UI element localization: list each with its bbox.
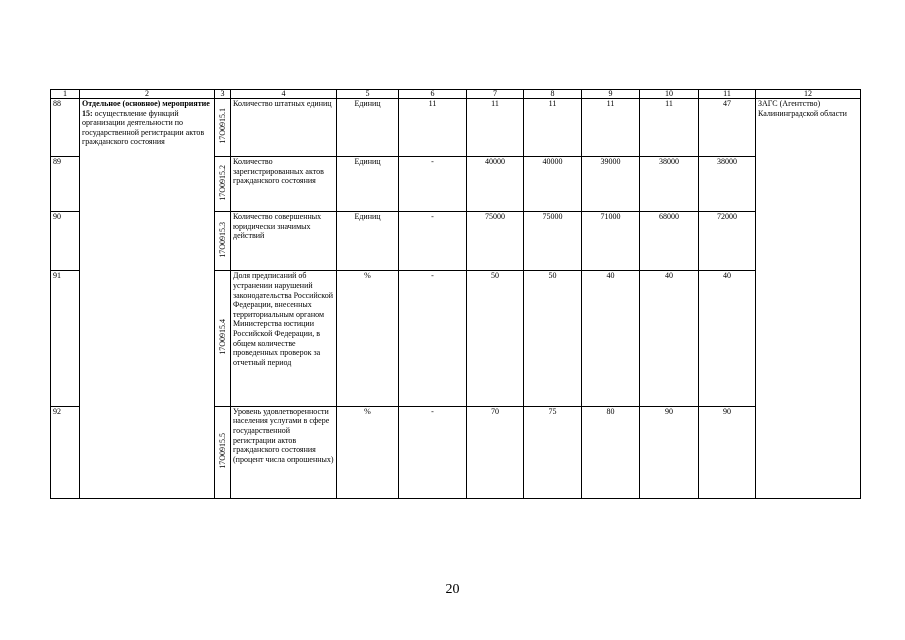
value-cell: 90 [699, 406, 756, 498]
header-cell: 1 [51, 90, 80, 99]
code-cell [215, 99, 231, 157]
page-number: 20 [445, 582, 460, 597]
indicator-name: Доля предписаний об устранении нарушений законодательства Российской Федерации, внесенных территориальным органом Министерства юстиции Российской Федерации, в общем количестве проведенных проверок за отчетный период [231, 271, 337, 406]
unit-cell: % [337, 406, 399, 498]
measure-description: осуществление функций организации деятельности по государственной регистрации актов гражданского состояния [82, 108, 205, 147]
unit-cell: Единиц [337, 99, 399, 157]
header-cell: 5 [337, 90, 399, 99]
value-cell: 40 [582, 271, 640, 406]
indicator-code: 17О0915.5 [217, 433, 227, 469]
value-cell: 80 [582, 406, 640, 498]
header-cell: 8 [524, 90, 582, 99]
value-cell: - [399, 271, 467, 406]
header-cell: 11 [699, 90, 756, 99]
value-cell: 70 [467, 406, 524, 498]
value-cell: 75000 [524, 212, 582, 271]
indicators-table [50, 89, 861, 499]
value-cell: 72000 [699, 212, 756, 271]
value-cell: 40 [640, 271, 699, 406]
header-cell: 9 [582, 90, 640, 99]
value-cell: - [399, 406, 467, 498]
table-row [51, 99, 861, 157]
measure-title: Отдельное (основное) мероприятие 15: [82, 99, 210, 118]
value-cell: 71000 [582, 212, 640, 271]
indicator-name: Количество штатных единиц [231, 99, 337, 157]
code-cell [215, 271, 231, 406]
value-cell: 75 [524, 406, 582, 498]
code-cell [215, 212, 231, 271]
value-cell: 50 [524, 271, 582, 406]
measure-cell [80, 99, 215, 499]
value-cell: 47 [699, 99, 756, 157]
header-cell: 12 [756, 90, 861, 99]
indicator-code: 17О0915.3 [217, 222, 227, 258]
value-cell: 75000 [467, 212, 524, 271]
value-cell: 38000 [640, 157, 699, 212]
value-cell: 11 [399, 99, 467, 157]
row-number: 91 [51, 271, 80, 406]
value-cell: 39000 [582, 157, 640, 212]
value-cell: 40000 [467, 157, 524, 212]
value-cell: 38000 [699, 157, 756, 212]
value-cell: - [399, 157, 467, 212]
value-cell: 11 [467, 99, 524, 157]
indicator-name: Уровень удовлетворенности населения услугами в сфере государственной регистрации актов гражданского состояния (процент числа опрошенных) [231, 406, 337, 498]
code-cell [215, 157, 231, 212]
value-cell: 68000 [640, 212, 699, 271]
value-cell: - [399, 212, 467, 271]
value-cell: 40 [699, 271, 756, 406]
unit-cell: % [337, 271, 399, 406]
executor-cell: ЗАГС (Агентство) Калининградской области [756, 99, 861, 499]
unit-cell: Единиц [337, 157, 399, 212]
code-cell [215, 406, 231, 498]
indicator-name: Количество совершенных юридически значимых действий [231, 212, 337, 271]
value-cell: 90 [640, 406, 699, 498]
indicator-code: 17О0915.1 [217, 108, 227, 145]
header-cell: 10 [640, 90, 699, 99]
value-cell: 11 [582, 99, 640, 157]
row-number: 92 [51, 406, 80, 498]
header-cell: 7 [467, 90, 524, 99]
row-number: 89 [51, 157, 80, 212]
header-cell: 6 [399, 90, 467, 99]
value-cell: 50 [467, 271, 524, 406]
indicator-code: 17О0915.2 [217, 165, 227, 201]
value-cell: 40000 [524, 157, 582, 212]
header-row [51, 90, 861, 99]
header-cell: 2 [80, 90, 215, 99]
indicator-name: Количество зарегистрированных актов гражданского состояния [231, 157, 337, 212]
header-cell: 4 [231, 90, 337, 99]
row-number: 88 [51, 99, 80, 157]
value-cell: 11 [524, 99, 582, 157]
header-cell: 3 [215, 90, 231, 99]
unit-cell: Единиц [337, 212, 399, 271]
indicator-code: 17О0915.4 [217, 319, 227, 356]
value-cell: 11 [640, 99, 699, 157]
row-number: 90 [51, 212, 80, 271]
